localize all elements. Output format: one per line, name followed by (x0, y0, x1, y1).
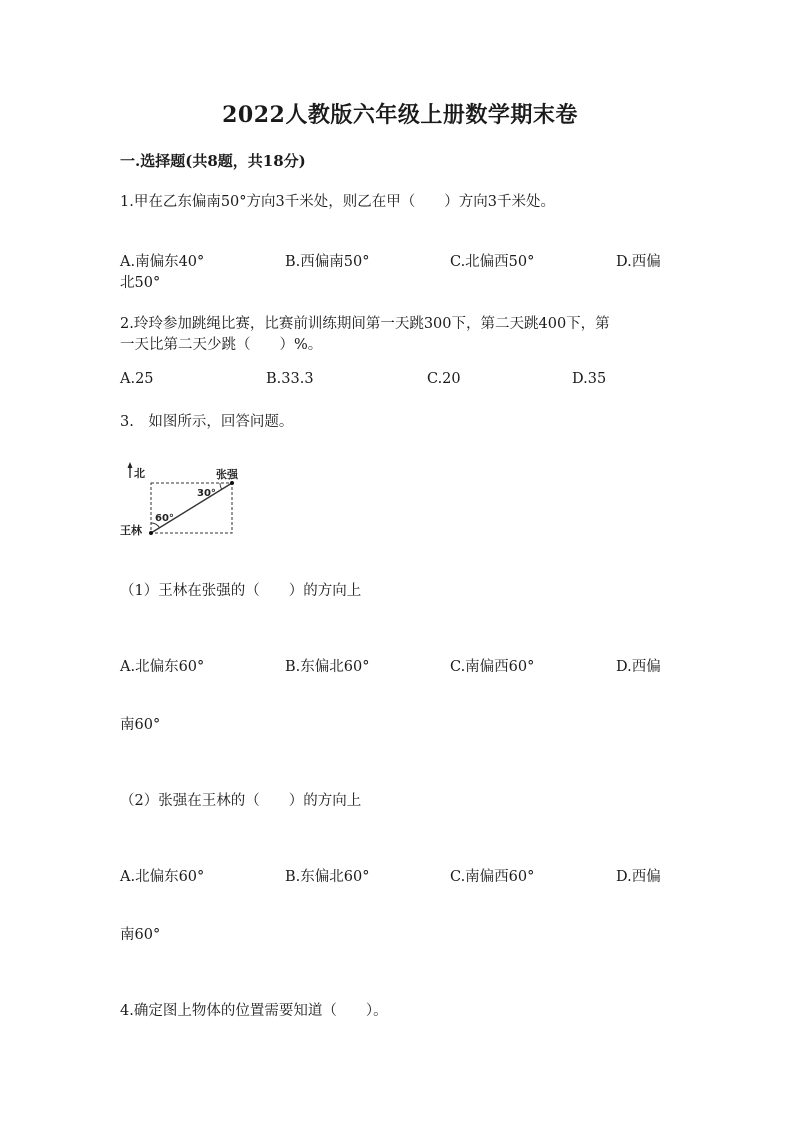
sub-question-2-option-b: B.东偏北60° (285, 869, 370, 885)
point-wanglin (149, 531, 153, 535)
page-title: 2022人教版六年级上册数学期末卷 (222, 102, 578, 128)
sub-question-1-option-d: D.西偏 (616, 659, 661, 675)
question-2-option-d: D.35 (572, 371, 607, 387)
question-1-option-b: B.西偏南50° (285, 254, 370, 270)
direction-diagram (120, 460, 250, 540)
question-1-option-a: A.南偏东40° (120, 254, 205, 270)
question-2-option-a: A.25 (120, 371, 154, 387)
question-2-line-2: 一天比第二天少跳（ ）%。 (120, 337, 323, 353)
question-1-option-c: C.北偏西50° (450, 254, 535, 270)
sub-question-1-option-b: B.东偏北60° (285, 659, 370, 675)
question-2-option-c: C.20 (427, 371, 461, 387)
sub-question-2-option-d: D.西偏 (616, 869, 661, 885)
sub-question-2-option-c: C.南偏西60° (450, 869, 535, 885)
point-zhangqiang (230, 481, 234, 485)
angle-30-label: 30° (197, 488, 216, 499)
sub-question-1-text: （1）王林在张强的（ ）的方向上 (120, 583, 362, 599)
question-1-option-d-wrap: 北50° (120, 275, 161, 291)
sub-question-2-option-d-wrap: 南60° (120, 927, 161, 943)
section-heading: 一.选择题(共8题，共18分) (120, 152, 306, 170)
label-wanglin: 王林 (120, 524, 142, 537)
connecting-line (151, 483, 232, 533)
question-4-text: 4.确定图上物体的位置需要知道（ ）。 (120, 1003, 388, 1019)
question-2-line-1: 2.玲玲参加跳绳比赛，比赛前训练期间第一天跳300下，第二天跳400下，第 (120, 316, 610, 332)
question-1-option-d: D.西偏 (616, 254, 661, 270)
angle-60-label: 60° (155, 513, 174, 524)
sub-question-1-option-a: A.北偏东60° (120, 659, 205, 675)
question-1-text: 1.甲在乙东偏南50°方向3千米处，则乙在甲（ ）方向3千米处。 (120, 194, 555, 210)
sub-question-2-option-a: A.北偏东60° (120, 869, 205, 885)
question-3-text: 3. 如图所示，回答问题。 (120, 414, 294, 430)
north-label: 北 (134, 467, 145, 480)
sub-question-1-option-c: C.南偏西60° (450, 659, 535, 675)
sub-question-1-option-d-wrap: 南60° (120, 717, 161, 733)
sub-question-2-text: （2）张强在王林的（ ）的方向上 (120, 793, 362, 809)
label-zhangqiang: 张强 (216, 468, 238, 481)
question-2-option-b: B.33.3 (266, 371, 314, 387)
